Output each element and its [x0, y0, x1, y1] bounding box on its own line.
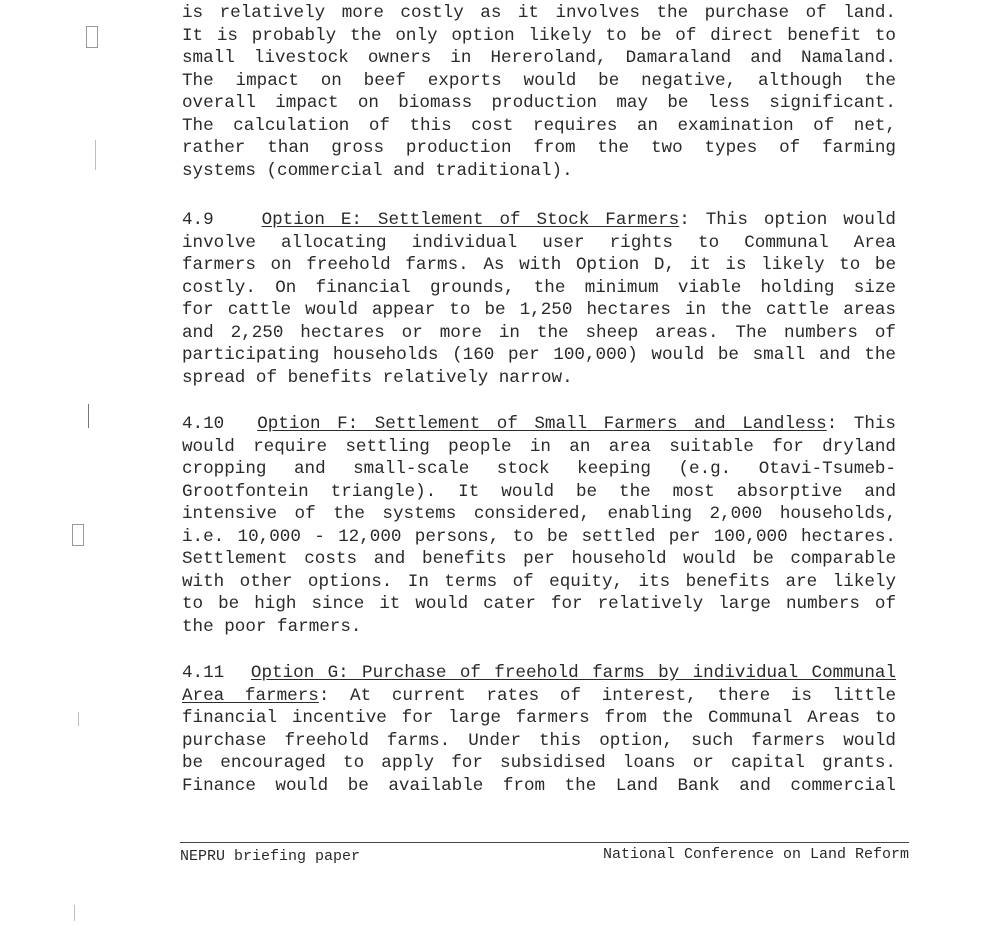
footer-rule	[180, 842, 909, 843]
footer-right-text: National Conference on Land Reform	[602, 846, 909, 863]
section-heading-line	[182, 662, 896, 685]
paragraph-continuation	[182, 2, 896, 182]
text-line: The impact on beef exports would be negative, although the	[182, 70, 896, 91]
text-line: It is probably the only option likely to be of direct benefit to	[182, 25, 896, 46]
footer-left-text: NEPRU briefing paper	[180, 848, 361, 865]
section-number: 4.11	[182, 663, 225, 683]
section-heading-line	[182, 413, 896, 436]
text-line: Finance would be available from the Land Bank and commercial	[182, 775, 896, 796]
text-line: costly. On financial grounds, the minimum viable holding size	[182, 277, 896, 298]
section-heading: Option G: Purchase of freehold farms by individual Communal	[250, 663, 897, 683]
margin-bracket-mark	[72, 524, 84, 546]
text-line: purchase freehold farms. Under this option, such farmers would	[182, 730, 896, 751]
text-line: participating households (160 per 100,000) would be small and the	[182, 345, 896, 365]
text-line: Grootfontein triangle). It would be the most absorptive and	[182, 481, 896, 502]
section-number: 4.10	[182, 414, 225, 434]
text-line: financial incentive for large farmers from the Communal Areas to	[182, 708, 896, 728]
text-line: intensive of the systems considered, enabling 2,000 households,	[182, 504, 896, 524]
section-heading: Option E: Settlement of Stock Farmers	[261, 210, 680, 230]
section-heading-line	[182, 209, 896, 232]
section-4-9	[182, 209, 896, 389]
text-line: spread of benefits relatively narrow.	[182, 367, 573, 388]
margin-tick	[95, 140, 96, 170]
text-line: would require settling people in an area suitable for dryland	[182, 436, 896, 457]
text-line: farmers on freehold farms. As with Option D, it is likely to be	[182, 255, 896, 275]
section-heading-line-2	[182, 685, 896, 708]
heading-line-rest: : This	[826, 414, 896, 434]
text-line: cropping and small-scale stock keeping (e.g. Otavi-Tsumeb-	[182, 459, 896, 479]
text-line: be encouraged to apply for subsidised loans or capital grants.	[182, 753, 896, 773]
section-number: 4.9	[182, 210, 214, 230]
text-line: the poor farmers.	[182, 616, 362, 637]
section-heading-continued: Area farmers	[182, 685, 319, 706]
text-line: for cattle would appear to be 1,250 hectares in the cattle areas	[182, 300, 896, 320]
section-4-11	[182, 662, 896, 797]
margin-tick	[74, 905, 75, 921]
text-line: with other options. In terms of equity, its benefits are likely	[182, 571, 896, 592]
margin-tick	[88, 404, 89, 428]
text-line: i.e. 10,000 - 12,000 persons, to be settled per 100,000 hectares.	[182, 526, 896, 547]
text-line: Settlement costs and benefits per household would be comparable	[182, 549, 896, 569]
section-4-10	[182, 413, 896, 638]
text-line: systems (commercial and traditional).	[182, 160, 573, 181]
heading-line-rest: : This option would	[679, 210, 896, 230]
margin-bracket-mark	[86, 26, 98, 48]
text-line: involve allocating individual user rights to Communal Area	[182, 232, 896, 253]
text-line: small livestock owners in Hereroland, Damaraland and Namaland.	[182, 48, 896, 68]
text-line: rather than gross production from the two types of farming	[182, 138, 896, 158]
section-heading: Option F: Settlement of Small Farmers and Landless	[257, 414, 827, 434]
text-line: and 2,250 hectares or more in the sheep areas. The numbers of	[182, 322, 896, 343]
heading-line-rest: : At current rates of interest, there is little	[318, 685, 896, 706]
text-line: is relatively more costly as it involves the purchase of land.	[182, 3, 896, 23]
text-line: The calculation of this cost requires an examination of net,	[182, 115, 896, 136]
margin-tick	[78, 712, 79, 726]
text-line: overall impact on biomass production may be less significant.	[182, 93, 896, 113]
text-line: to be high since it would cater for relatively large numbers of	[182, 594, 896, 614]
